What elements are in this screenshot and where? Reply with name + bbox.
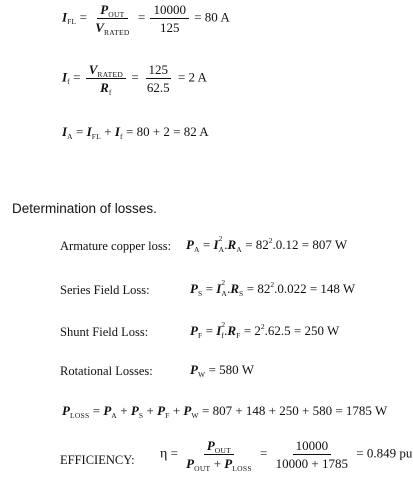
result: = 80 A (194, 9, 230, 25)
equation-total-loss: $P_{LOSS} = P_A + P_S + P_F + P_W = 807 + 148 + 250 + 580 = 1785$ W (62, 403, 388, 420)
subscript: FL (67, 17, 77, 27)
equation-armature-loss: $P_A = I$ $_{2 A}.R_A = 82^2.0.12 = 807$ W (186, 234, 348, 254)
label-series-loss: Series Field Loss: (60, 283, 150, 297)
fraction-efficiency-symbols: $\frac{P_{OUT}}{P_{OUT} + P_{LOSS}}$ (186, 438, 252, 473)
label-shunt-loss: Shunt Field Loss: (60, 325, 149, 339)
label-armature-loss: Armature copper loss: (60, 239, 172, 253)
label-efficiency: EFFICIENCY: (60, 453, 135, 467)
result: = 2 A (177, 69, 207, 85)
fraction-power-over-voltage: $\frac{P_{OUT}}{V_{RATED}}$ (95, 2, 130, 37)
result: = 80 + 2 = 82 A (126, 124, 209, 139)
section-heading: Determination of losses. (12, 201, 157, 216)
equation-efficiency: η = $\frac{P_{OUT}}{P_{OUT} + P_{LOSS}}$ = $\frac{10000}{10000 + 1785}$ = 0.849 pu (160, 438, 413, 473)
label-rotational-loss: Rotational Losses: (60, 364, 153, 378)
fraction-values: $\frac{125}{62.5}$ (146, 62, 170, 95)
equation-full-load-current: $I_{FL}$ = $\frac{P_{OUT}}{V_{RATED}}$ = $\frac{10000}{125}$ = 80 A (62, 2, 230, 37)
equation-series-loss: $P_S = I$ $_{2 A}.R_S = 82^2.0.022 = 148$ W (190, 278, 356, 298)
fraction-voltage-over-resistance: $\frac{V_{RATED}}{R_f}$ (86, 63, 126, 94)
symbol-i: I (62, 9, 68, 25)
equation-field-current: $I_f$ = $\frac{V_{RATED}}{R_f}$ = $\frac{125}{62.5}$ = 2 A (62, 62, 207, 97)
equation-shunt-loss: $P_F = I$ $_{2 f}.R_F = 2^2.62.5 = 250$ W (190, 320, 340, 340)
fraction-values: $\frac{10000}{125}$ (150, 3, 189, 34)
equation-armature-current: $I_A = I_{FL} + I_f = 80 + 2 = 82$ A (62, 124, 209, 141)
fraction-efficiency-values: $\frac{10000}{10000 + 1785}$ (275, 438, 348, 471)
equation-rotational-loss: $P_W = 580$ W (190, 362, 254, 379)
